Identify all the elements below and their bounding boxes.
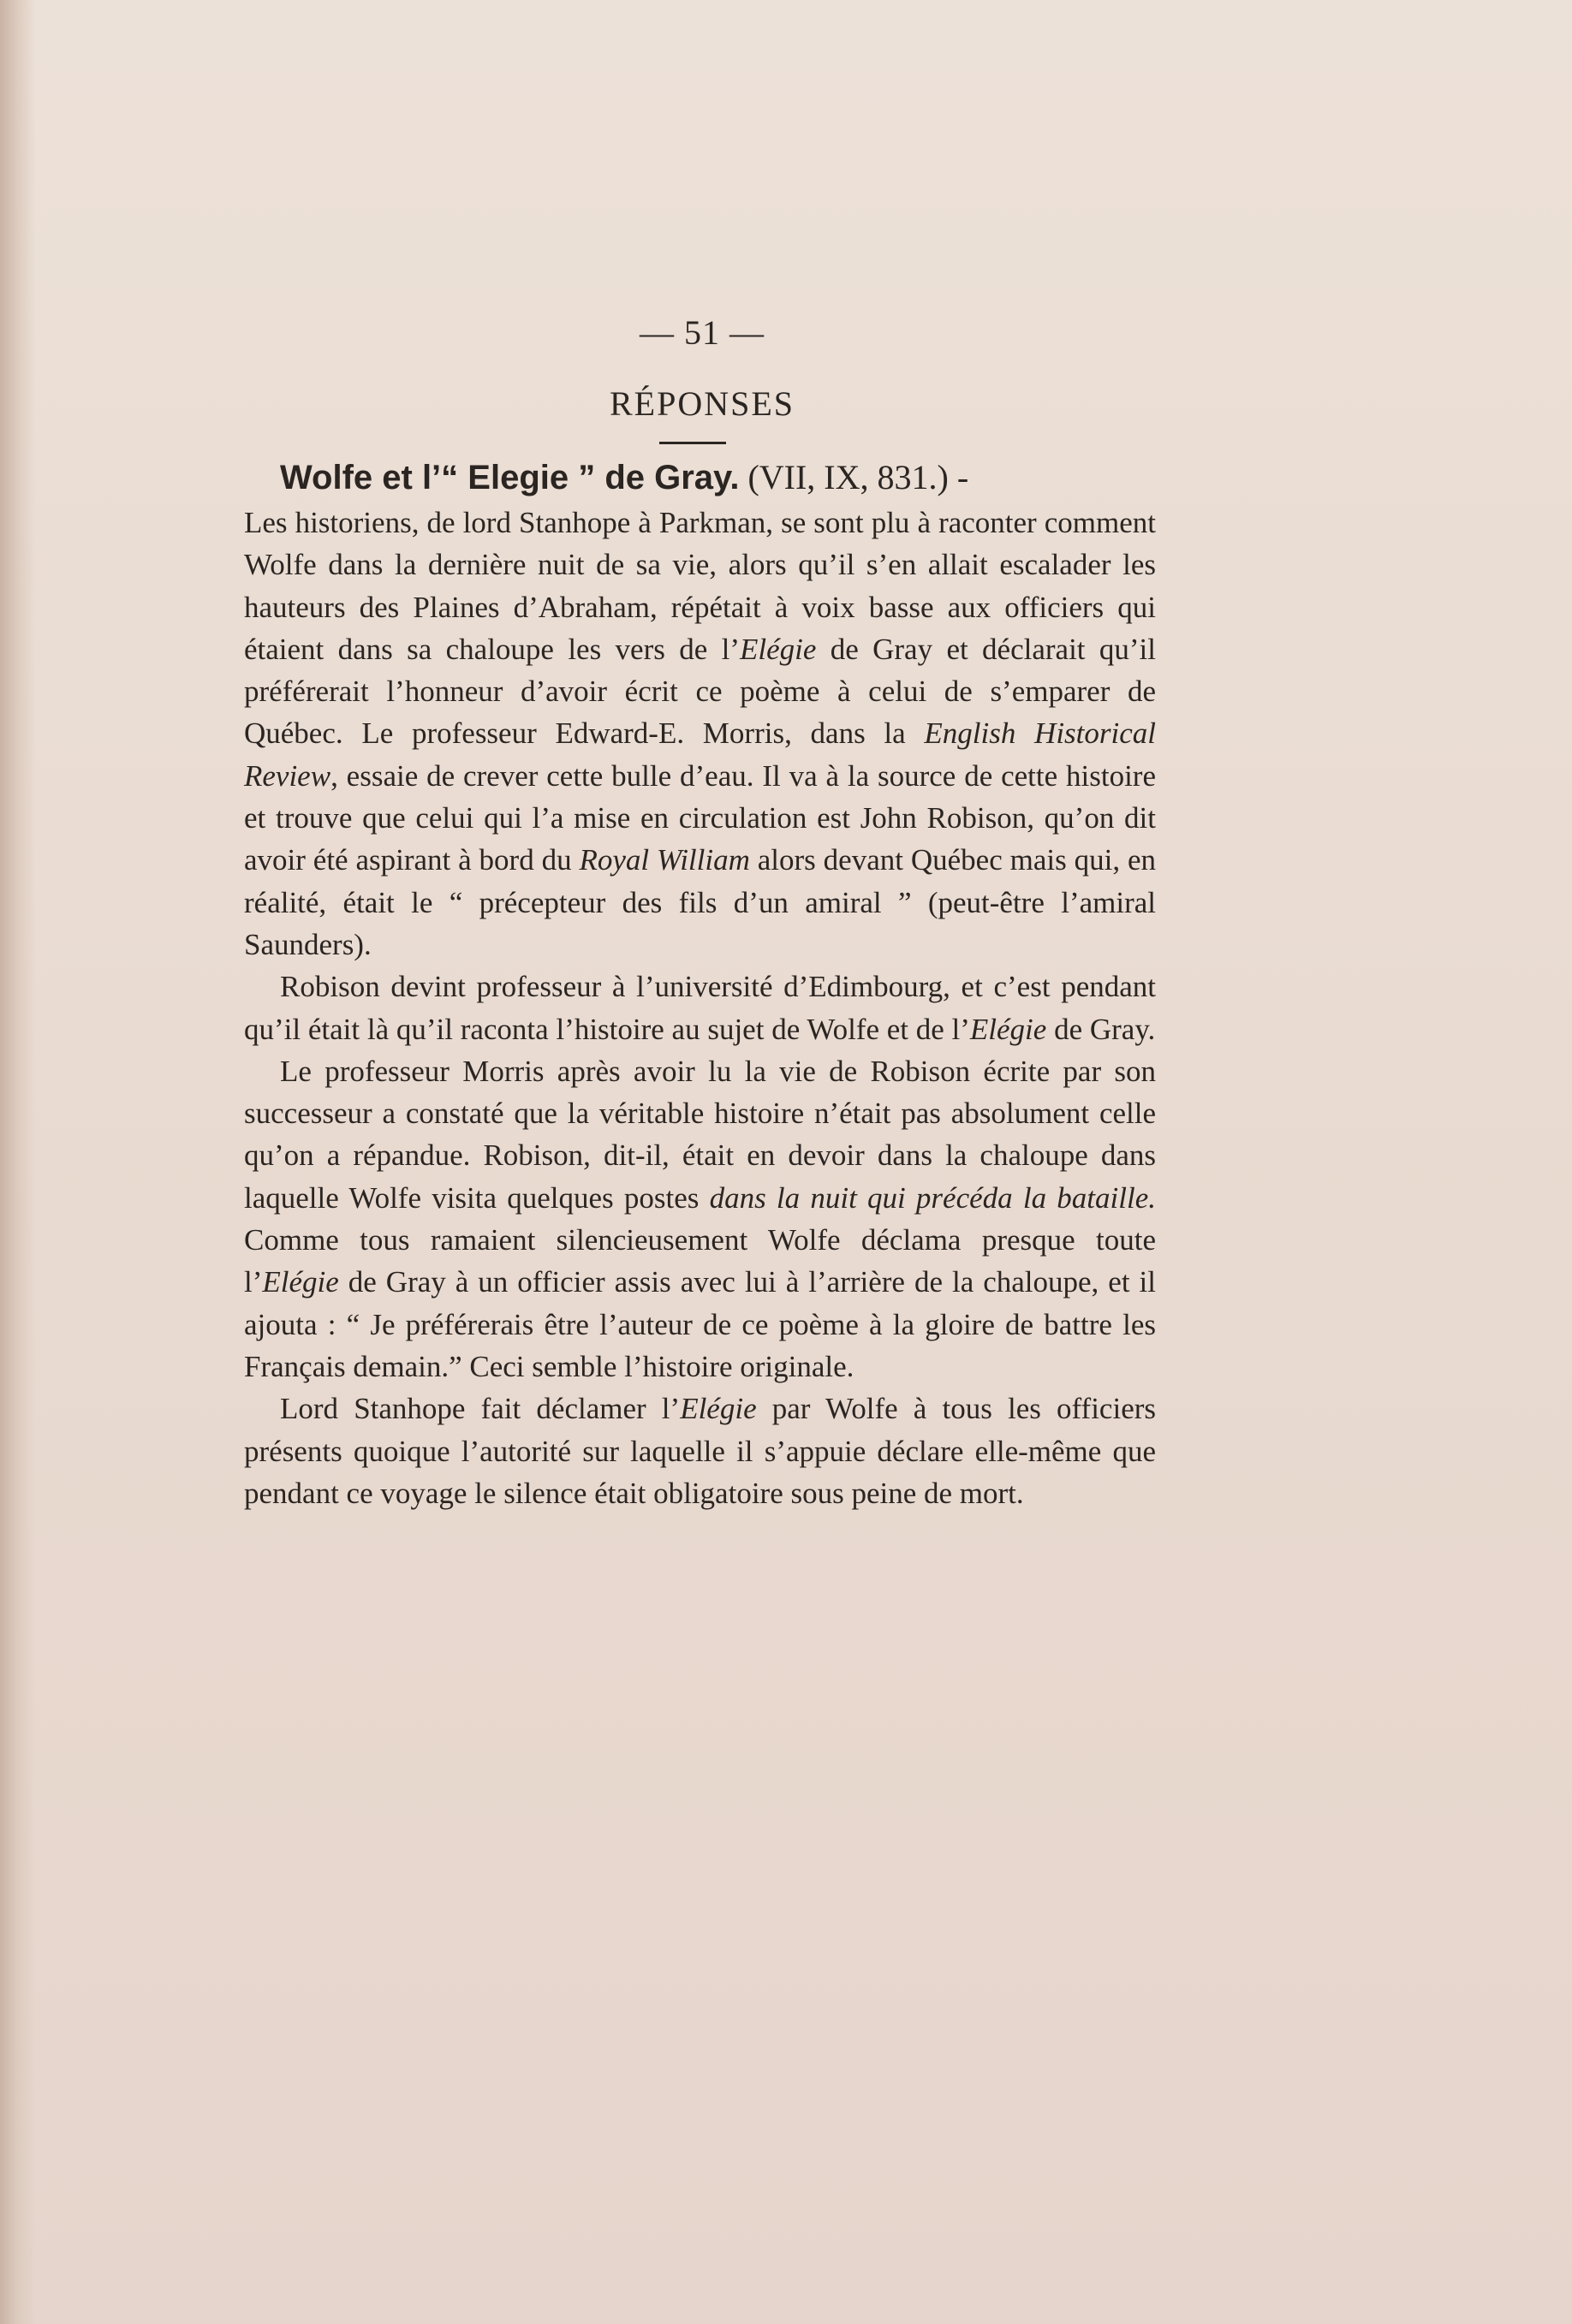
paragraph-3 bbox=[244, 1050, 1156, 1388]
paragraph-3-text-a: Le professeur Morris après avoir lu la vie de Robison écrite par son successeur a constaté que la véritable histoire n’était pas absolument celle qu’on a répandue. Robison, dit-il, était en devoir dans la chaloupe dans laquelle Wolfe visita quelques postes bbox=[244, 1054, 1156, 1215]
paragraph-2-italic-elegie: Elégie bbox=[969, 1012, 1047, 1046]
paragraph-4 bbox=[244, 1388, 1156, 1514]
page-number: — 51 — bbox=[640, 313, 765, 352]
paragraph-3-text-b: Comme tous ramaient silencieusement Wolfe déclama presque toute l’ bbox=[244, 1223, 1156, 1299]
paragraph-3-italic-elegie: Elégie bbox=[262, 1265, 339, 1299]
paragraph-1-text-a: Les historiens, de lord Stanhope à Parkman, se sont plu à raconter comment Wolfe dans la dernière nuit de sa vie, alors qu’il s’en allait escalader les hauteurs des Plaines d’Abraham, répétait à voix basse aux officiers qui étaient dans sa chaloupe les vers de l’ bbox=[244, 506, 1156, 666]
entry-reference: (VII, IX, 831.) - bbox=[739, 458, 969, 496]
paragraph-2 bbox=[244, 966, 1156, 1050]
paragraph-2-text-b: de Gray. bbox=[1046, 1012, 1156, 1046]
title-rule bbox=[659, 442, 726, 444]
paragraph-1-italic-ship: Royal William bbox=[579, 843, 750, 877]
entry-title: Wolfe et l’“ Elegie ” de Gray. bbox=[280, 459, 740, 496]
paragraph-4-text-a: Lord Stanhope fait déclamer l’ bbox=[280, 1392, 681, 1426]
paragraph-2-text-a: Robison devint professeur à l’université d’Edimbourg, et c’est pendant qu’il était là qu’il raconta l’histoire au sujet de Wolfe et de l’ bbox=[244, 970, 1156, 1046]
paragraph-1-text-b: de Gray et déclarait qu’il préférerait l’honneur d’avoir écrit ce poème à celui de s’emparer de Québec. Le professeur Edward-E. Morris, dans la bbox=[244, 632, 1156, 751]
paragraph-4-text-b: par Wolfe à tous les officiers présents quoique l’autorité sur laquelle il s’appuie déclare elle-même que pendant ce voyage le silence était obligatoire sous peine de mort. bbox=[244, 1392, 1156, 1510]
entry-heading bbox=[244, 454, 1156, 502]
article-body bbox=[244, 454, 1156, 1514]
paragraph-1-text-d: alors devant Québec mais qui, en réalité, était le “ précepteur des fils d’un amiral ” (peut-être l’amiral Saunders). bbox=[244, 843, 1156, 961]
paragraph-4-italic-elegie: Elégie bbox=[680, 1392, 757, 1426]
paragraph-3-italic-night: dans la nuit qui précéda la bataille. bbox=[709, 1180, 1156, 1215]
paragraph-1-italic-elegie: Elégie bbox=[739, 632, 817, 666]
paragraph-1-text-c: , essaie de crever cette bulle d’eau. Il va à la source de cette histoire et trouve que celui qui l’a mise en circulation est John Robison, qu’on dit avoir été aspirant à bord du bbox=[244, 758, 1156, 877]
section-title: RÉPONSES bbox=[609, 384, 795, 423]
paragraph-3-text-c: de Gray à un officier assis avec lui à l’arrière de la chaloupe, et il ajouta : “ Je préférerais être l’auteur de ce poème à la gloire de battre les Français demain.” Ceci semble l’histoire originale. bbox=[244, 1265, 1156, 1383]
paragraph-1-italic-review: English Historical Review bbox=[244, 716, 1156, 793]
paragraph-1 bbox=[244, 454, 1156, 966]
